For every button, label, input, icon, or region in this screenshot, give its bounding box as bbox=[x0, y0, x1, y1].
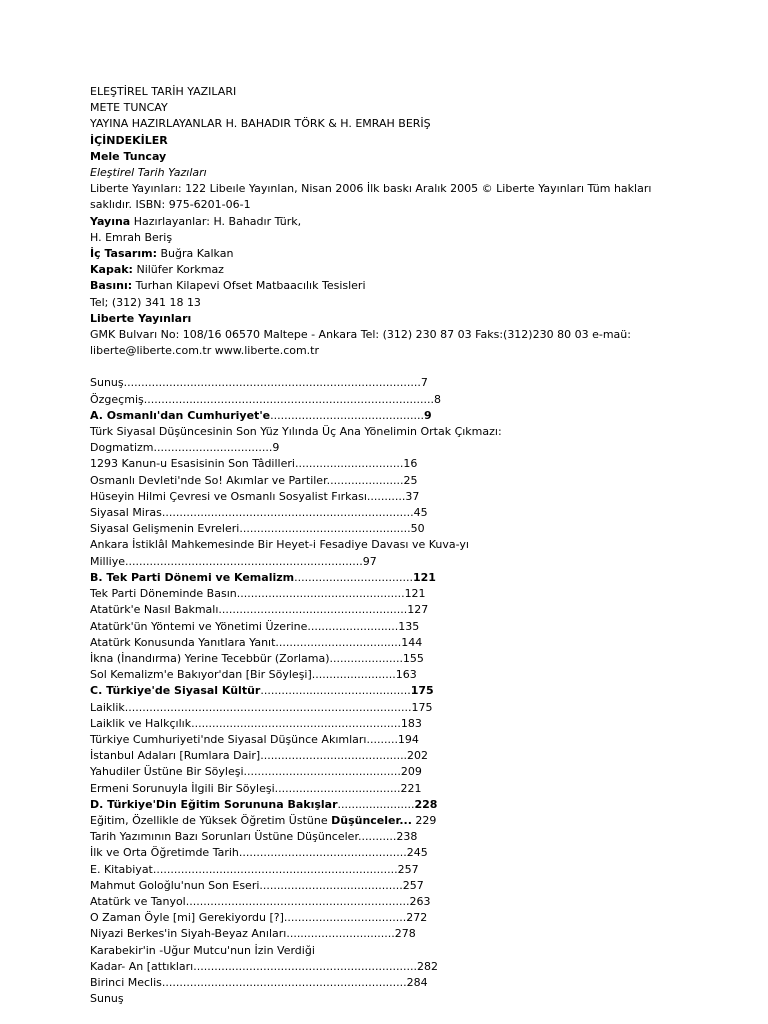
address-line: GMK Bulvarı No: 108/16 06570 Maltepe - Ankara Tel: (312) 230 87 03 Faks:(312)230 80 03 e-maü: bbox=[90, 328, 631, 342]
toc-section-heading: D. Türkiye'Din Eğitim Sorununa Bakışlar......................228 bbox=[90, 797, 438, 811]
toc-entry: Karabekir'in -Uğur Mutcu'nun İzin Verdiği bbox=[90, 943, 315, 957]
toc-section-heading: B. Tek Parti Dönemi ve Kemalizm..................................121 bbox=[90, 570, 436, 584]
toc-entry: 1293 Kanun-u Esasisinin Son Tâdilleri...............................16 bbox=[90, 457, 418, 471]
toc-entry: Atatürk'e Nasıl Bakmalı......................................................127 bbox=[90, 603, 429, 617]
toc-entry: İlk ve Orta Öğretimde Tarih................................................245 bbox=[90, 846, 428, 860]
toc-entry: O Zaman Öyle [mi] Gerekiyordu [?]...................................272 bbox=[90, 911, 428, 925]
toc-entry: Atatürk'ün Yöntemi ve Yönetimi Üzerine..........................135 bbox=[90, 619, 420, 633]
print-line: Basını: Turhan Kilapevi Ofset Matbaacılık Tesisleri bbox=[90, 279, 366, 293]
toc-entry: İstanbul Adaları [Rumlara Dair]..........................................202 bbox=[90, 749, 429, 763]
prep-line-2: H. Emrah Beriş bbox=[90, 230, 173, 244]
toc-entry: Siyasal Gelişmenin Evreleri.................................................50 bbox=[90, 522, 425, 536]
toc-entry: Laiklik..................................................................................175 bbox=[90, 700, 433, 714]
publisher-info: Liberte Yayınları: 122 Libeıle Yayınlan, Nisan 2006 İlk baskı Aralık 2005 © Liberte Yayınları Tüm hakları saklıdır. ISBN: 975-6201-06-1 bbox=[90, 182, 652, 212]
toc-entry: Hüseyin Hilmi Çevresi ve Osmanlı Sosyalist Fırkası...........37 bbox=[90, 489, 420, 503]
toc-entry: Tek Parti Döneminde Basın................................................121 bbox=[90, 587, 426, 601]
editors-line: YAYINA HAZIRLAYANLAR H. BAHADIR TÖRK & H. EMRAH BERİŞ bbox=[90, 117, 431, 131]
toc-entry: Kadar- An [attıkları................................................................282 bbox=[90, 959, 438, 973]
toc-entry: Atatürk ve Tanyol................................................................263 bbox=[90, 894, 431, 908]
toc-entry: Türkiye Cumhuriyeti'nde Siyasal Düşünce Akımları.........194 bbox=[90, 732, 419, 746]
toc-entry: Siyasal Miras........................................................................45 bbox=[90, 506, 428, 520]
toc-entry: Birinci Meclis......................................................................284 bbox=[90, 975, 428, 989]
toc-entry: Sunuş.....................................................................................7 bbox=[90, 376, 428, 390]
toc-entry: Tarih Yazımının Bazı Sorunları Üstüne Düşünceler...........238 bbox=[90, 830, 418, 844]
toc-entry: Osmanlı Devleti'nde So! Akımlar ve Partiler......................25 bbox=[90, 473, 418, 487]
toc-entry: Ankara İstiklâl Mahkemesinde Bir Heyet-i Fesadiye Davası ve Kuva-yı bbox=[90, 538, 469, 552]
colophon-title: Eleştirel Tarih Yazıları bbox=[90, 166, 207, 180]
toc-entry: Atatürk Konusunda Yanıtlara Yanıt....................................144 bbox=[90, 635, 423, 649]
contents-heading: İÇİNDEKİLER bbox=[90, 133, 168, 147]
web-line: liberte@liberte.com.tr www.liberte.com.tr bbox=[90, 344, 320, 358]
toc-entry: Milliye....................................................................97 bbox=[90, 554, 377, 568]
toc-entry: Sol Kemalizm'e Bakıyor'dan [Bir Söyleşi]........................163 bbox=[90, 668, 417, 682]
design-line: İç Tasarım: Buğra Kalkan bbox=[90, 247, 234, 261]
table-of-contents bbox=[90, 375, 690, 1007]
toc-entry: Ermeni Sorunuyla İlgili Bir Söyleşi....................................221 bbox=[90, 781, 422, 795]
toc-entry: Dogmatizm..................................9 bbox=[90, 441, 280, 455]
toc-entry: Mahmut Goloğlu'nun Son Eseri.........................................257 bbox=[90, 878, 424, 892]
toc-entry: Özgeçmiş...................................................................................8 bbox=[90, 392, 441, 406]
toc-entry: Türk Siyasal Düşüncesinin Son Yüz Yılında Üç Ana Yönelimin Ortak Çıkmazı: bbox=[90, 425, 502, 439]
toc-entry: Niyazi Berkes'in Siyah-Beyaz Anıları...............................278 bbox=[90, 927, 416, 941]
colophon-author: Mele Tuncay bbox=[90, 149, 167, 163]
toc-entry: Eğitim, Özellikle de Yüksek Öğretim Üstüne Düşünceler... 229 bbox=[90, 813, 437, 827]
prep-line: Yayına Hazırlayanlar: H. Bahadır Türk, bbox=[90, 214, 302, 228]
publisher-name: Liberte Yayınları bbox=[90, 311, 192, 325]
toc-entry: Laiklik ve Halkçılık............................................................183 bbox=[90, 716, 422, 730]
toc-section-heading: A. Osmanlı'dan Cumhuriyet'e............................................9 bbox=[90, 408, 432, 422]
toc-entry: Yahudiler Üstüne Bir Söyleşi.............................................209 bbox=[90, 765, 422, 779]
tel-line: Tel; (312) 341 18 13 bbox=[90, 295, 201, 309]
document-page bbox=[90, 84, 690, 1007]
cover-line: Kapak: Nilüfer Korkmaz bbox=[90, 263, 224, 277]
toc-section-heading: C. Türkiye'de Siyasal Kültür...........................................175 bbox=[90, 684, 434, 698]
toc-entry: E. Kitabiyat......................................................................257 bbox=[90, 862, 419, 876]
toc-entry: İkna (İnandırma) Yerine Tecebbür (Zorlama).....................155 bbox=[90, 651, 424, 665]
book-title: ELEŞTİREL TARİH YAZILARI bbox=[90, 85, 237, 98]
author-name: METE TUNCAY bbox=[90, 101, 168, 115]
toc-entry: Sunuş bbox=[90, 992, 124, 1006]
